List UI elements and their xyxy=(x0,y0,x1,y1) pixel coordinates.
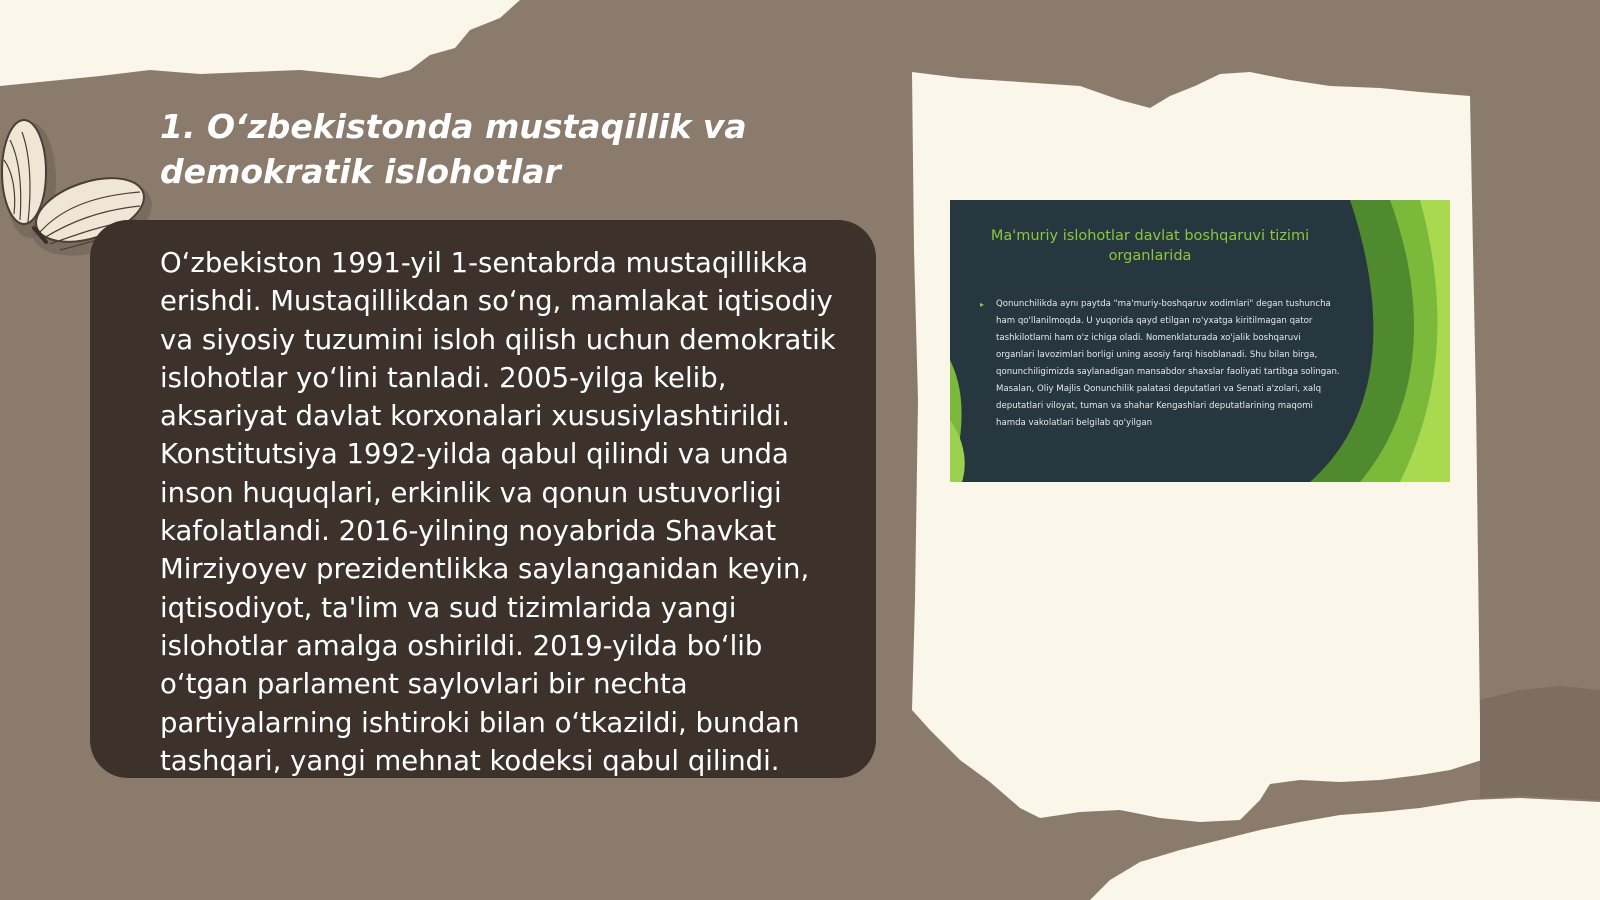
slide-title: 1. O‘zbekistonda mustaqillik va demokratik islohotlar xyxy=(160,107,747,191)
embedded-slide-bullet-text: Qonunchilikda aynı paytda "ma'muriy-boshqaruv xodimlari" degan tushuncha ham qo'llanilmoqda. U yuqorida qayd etilgan ro'yxatga kiritilmagan qator tashkilotlarni ham o'z ichiga oladi. Nomenklaturada xo'jalik boshqaruvi organlari lavozimlari borligi uning asosiy farqi hisoblanadi. Shu bilan birga, qonunchiligimizda saylanadigan mansabdor shaxslar faoliyati tartibga solingan. Masalan, Oliy Majlis Qonunchilik palatasi deputatlari va Senati a'zolari, xalq deputatlari viloyat, tuman va shahar Kengashlari deputatlarining maqomi hamda vakolatlari belgilab qo'yilgan xyxy=(996,299,1340,428)
triangle-bullet-icon: ▸ xyxy=(980,300,985,309)
embedded-slide-title: Ma'muriy islohotlar davlat boshqaruvi tizimi organlarida xyxy=(990,228,1310,264)
embedded-slide-bullets xyxy=(980,296,1340,432)
body-paragraph: O‘zbekiston 1991-yil 1-sentabrda mustaqillikka erishdi. Mustaqillikdan so‘ng, mamlakat iqtisodiy va siyosiy tuzumini isloh qilish uchun demokratik islohotlar yo‘lini tanladi. 2005-yilga kelib, aksariyat davlat korxonalari xususiylashtirildi. Konstitutsiya 1992-yilda qabul qilindi va unda inson huquqlari, erkinlik va qonun ustuvorligi kafolatlandi. 2016-yilning noyabrida Shavkat Mirziyoyev prezidentlikka saylanganidan keyin, iqtisodiyot, ta'lim va sud tizimlarida yangi islohotlar amalga oshirildi. 2019-yilda bo‘lib o‘tgan parlament saylovlari bir nechta partiyalarning ishtiroki bilan o‘tkazildi, bundan tashqari, yangi mehnat kodeksi qabul qilindi. xyxy=(160,247,836,777)
embedded-slide-bullet xyxy=(980,296,1340,432)
embedded-slide-image xyxy=(950,200,1450,482)
